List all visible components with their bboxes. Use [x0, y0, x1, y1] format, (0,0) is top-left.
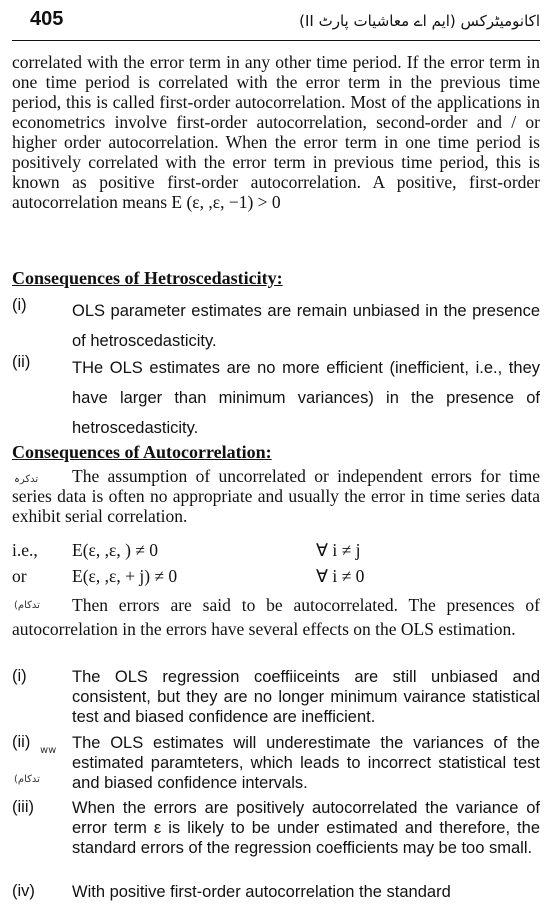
or-label: or: [12, 566, 27, 586]
margin-note: (تدکام: [14, 600, 40, 611]
auto-item-3: [12, 798, 540, 880]
ie-formula: E(ε, ,ε, ) ≠ 0: [72, 540, 159, 560]
item-text: With positive first-order autocorrelation the standard: [72, 883, 451, 901]
item-text: When the errors are positively autocorrelated the variance of error term ε is likely to be under estimated and therefore, the standard errors of the regression coefficients may be too small.: [72, 799, 540, 857]
ie-condition: ∀ i ≠ j: [316, 540, 361, 560]
book-title-urdu: اکانومیٹرکس (ایم اے معاشیات پارٹ II): [299, 12, 540, 30]
page-number: 405: [30, 8, 64, 30]
header-rule: [12, 40, 540, 41]
or-formula: E(ε, ,ε, + j) ≠ 0: [72, 566, 178, 586]
auto-item-4: [12, 882, 540, 904]
hetero-item-2: [12, 353, 540, 443]
auto-item-2: [12, 733, 540, 795]
item-marker: (ii): [12, 353, 31, 371]
auto-heading: Consequences of Autocorrelation:: [12, 442, 272, 462]
ie-label: i.e.,: [12, 540, 38, 560]
item-text: OLS parameter estimates are remain unbiased in the presence of hetroscedasticity.: [72, 302, 540, 350]
margin-note: ww: [40, 745, 57, 756]
auto-paragraph-1: The assumption of uncorrelated or independent errors for time series data is often no appropriate and usually the error in time series data exhibit serial correlation.: [12, 466, 540, 526]
page-header: [12, 6, 540, 36]
item-marker: (iii): [12, 798, 34, 816]
hetero-heading: Consequences of Hetroscedasticity:: [12, 268, 283, 288]
item-text: The OLS estimates will underestimate the variances of the estimated paramteters, which leads to incorrect statistical test and biased confidence intervals.: [72, 734, 540, 792]
item-marker: (iv): [12, 882, 35, 900]
intro-paragraph: correlated with the error term in any other time period. If the error term in one time period is correlated with the error term in the previous time period, this is called first-order autocorrelation. Most of the applications in econometrics involve first-order autocorrelation, second-order and / or higher order autocorrelation. When the error term in one time period is positively correlated with the error term in previous time period, this is known as positive first-order autocorrelation. A positive, first-order autocorrelation means E (ε, ,ε, −1) > 0: [12, 52, 540, 212]
or-condition: ∀ i ≠ 0: [316, 566, 365, 586]
margin-note: (تدکام: [14, 774, 40, 785]
item-text: THe OLS estimates are no more efficient (inefficient, i.e., they have larger than minimum variances) in the presence of hetroscedasticity.: [72, 359, 540, 437]
item-marker: (i): [12, 296, 27, 314]
hetero-item-1: [12, 296, 540, 356]
margin-note: تدکرہ: [14, 474, 39, 485]
auto-item-1: [12, 667, 540, 729]
item-marker: (i): [12, 667, 27, 685]
item-marker: (ii): [12, 733, 31, 751]
auto-paragraph-2: Then errors are said to be autocorrelated. The presences of autocorrelation in the errors have several effects on the OLS estimation.: [12, 595, 540, 639]
item-text: The OLS regression coeffiiceints are still unbiased and consistent, but they are no longer minimum vairance statistical test and biased confidence are inefficient.: [72, 668, 540, 726]
